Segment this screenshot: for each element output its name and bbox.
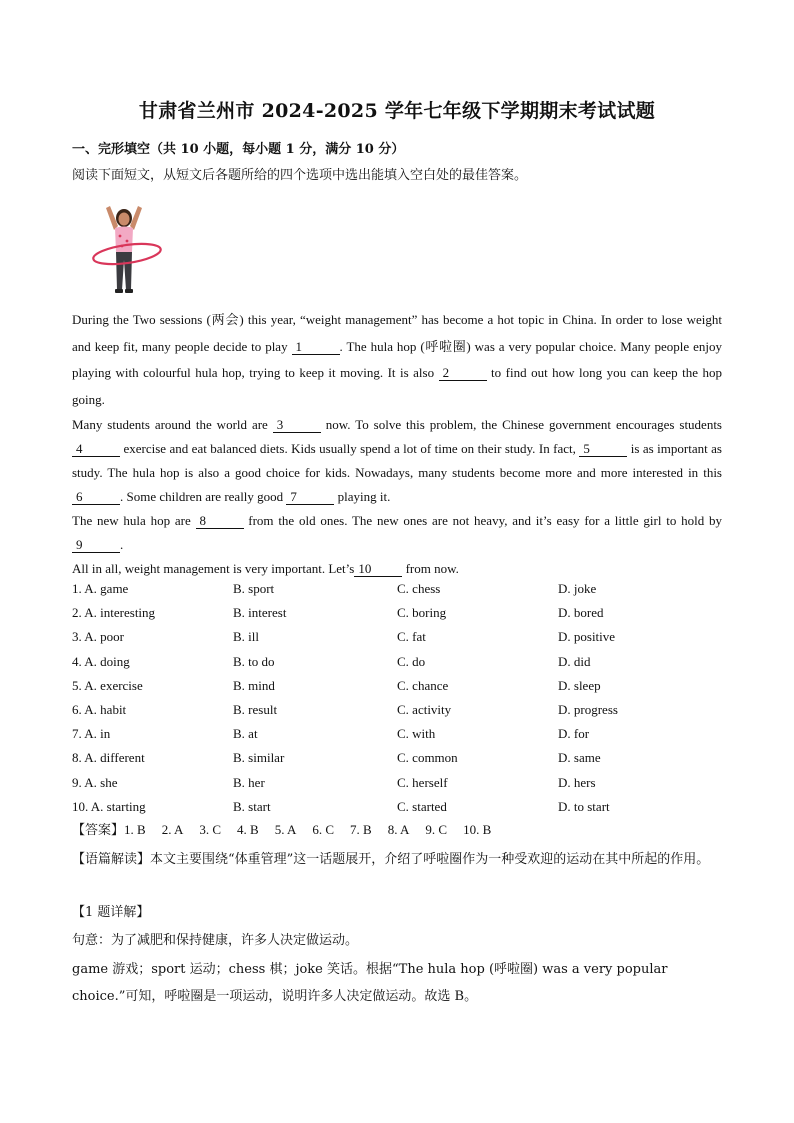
passage-analysis (72, 846, 722, 873)
option-a: 7. A. in (72, 726, 111, 742)
blank-9: 9 (72, 538, 120, 553)
option-d: D. positive (558, 629, 616, 645)
blank-6: 6 (72, 490, 120, 505)
blank-4: 4 (72, 442, 120, 457)
answer-item: 1. B (124, 822, 146, 837)
option-row (72, 795, 722, 819)
blank-3: 3 (273, 418, 321, 433)
option-c: C. started (397, 798, 447, 814)
answer-item: 10. B (463, 822, 492, 837)
option-row (72, 625, 722, 649)
section-instruction: 阅读下面短文，从短文后各题所给的四个选项中选出能填入空白处的最佳答案。 (72, 168, 528, 183)
option-b: B. her (233, 774, 265, 790)
blank-5: 5 (579, 442, 627, 457)
option-d: D. same (558, 750, 601, 766)
option-c: C. with (397, 726, 436, 742)
page-title: 甘肃省兰州市 2024-2025 学年七年级下学期期末考试试题 (138, 100, 656, 122)
option-b: B. result (233, 701, 278, 717)
option-b: B. start (233, 798, 271, 814)
option-d: D. to start (558, 798, 610, 814)
option-c: C. boring (397, 605, 447, 621)
blank-2: 2 (439, 366, 487, 381)
detail-explanation: game 游戏；sport 运动；chess 棋；joke 笑话。根据“The hula hop (呼啦圈) was a very popular choice.”可知，呼啦圈是一项运动，说明许多人决定做运动。故选 B。 (72, 962, 668, 1004)
option-c: C. herself (397, 774, 448, 790)
option-d: D. sleep (558, 677, 601, 693)
option-c: C. activity (397, 701, 452, 717)
option-row (72, 722, 722, 746)
blank-10: 10 (354, 562, 402, 577)
option-row (72, 771, 722, 795)
option-b: B. at (233, 726, 258, 742)
answer-key (72, 819, 507, 838)
option-d: D. joke (558, 581, 597, 596)
analysis-label: 【语篇解读】 (72, 852, 151, 867)
option-a: 3. A. poor (72, 629, 124, 645)
analysis-text: 本文主要围绕“体重管理”这一话题展开，介绍了呼啦圈作为一种受欢迎的运动在其中所起的作用。 (150, 852, 710, 867)
option-b: B. similar (233, 750, 285, 766)
passage-paragraph: The new hula hop are 8 from the old ones. The new ones are not heavy, and it’s easy for a little girl to hold by 9 . (72, 513, 723, 552)
answer-item: 8. A (387, 822, 410, 837)
options-list (72, 577, 722, 819)
option-c: C. common (397, 750, 458, 766)
option-c: C. chance (397, 677, 449, 693)
blank-8: 8 (196, 514, 244, 529)
option-a: 1. A. game (72, 581, 129, 596)
option-d: D. bored (558, 605, 604, 621)
option-d: D. progress (558, 701, 618, 717)
option-a: 5. A. exercise (72, 677, 143, 693)
option-a: 6. A. habit (72, 701, 127, 717)
option-b: B. to do (233, 653, 275, 669)
blank-1: 1 (292, 340, 340, 355)
hula-hoop-girl-illustration (84, 200, 166, 300)
option-b: B. ill (233, 629, 260, 645)
option-b: B. sport (233, 581, 275, 596)
option-c: C. fat (397, 629, 426, 645)
passage-paragraph: During the Two sessions (两会) this year, “weight management” has become a hot topic in China. In order to lose weight and keep fit, many people decide to play 1 . The hula hop (呼啦圈) was a very popular choice. Many people enjoy playing with colourful hula hop, trying to keep it moving. It is also 2 to find out how long you can keep the hop going. (72, 312, 722, 407)
answer-label: 【答案】 (72, 823, 125, 838)
option-b: B. interest (233, 605, 287, 621)
answer-item: 7. B (350, 822, 372, 837)
option-d: D. hers (558, 774, 596, 790)
option-row (72, 698, 722, 722)
option-a: 8. A. different (72, 750, 145, 766)
passage-paragraph: All in all, weight management is very important. Let’s 10 from now. (72, 561, 459, 576)
detail-heading: 【1 题详解】 (72, 905, 150, 920)
passage-paragraph: Many students around the world are 3 now. To solve this problem, the Chinese government encourages students 4 exercise and eat balanced diets. Kids usually spend a lot of time on their study. In fact, 5 is as important as study. The hula hop is also a good choice for kids. Nowadays, many students become more and more interested in this6 . Some children are really good 7 playing it. (72, 417, 722, 504)
detail-sentence: 句意：为了减肥和保持健康，许多人决定做运动。 (72, 933, 359, 948)
answer-item: 4. B (237, 822, 259, 837)
answer-item: 3. C (199, 822, 222, 837)
option-a: 9. A. she (72, 774, 118, 790)
blank-7: 7 (286, 490, 334, 505)
option-d: D. for (558, 726, 590, 742)
option-row (72, 601, 722, 625)
answer-item: 9. C (425, 822, 448, 837)
section-heading: 一、完形填空（共 10 小题，每小题 1 分，满分 10 分） (72, 142, 405, 157)
option-row (72, 746, 722, 770)
answer-item: 6. C (312, 822, 335, 837)
option-row (72, 650, 722, 674)
option-a: 4. A. doing (72, 653, 130, 669)
option-row (72, 674, 722, 698)
answer-item: 2. A (161, 822, 184, 837)
answer-item: 5. A (274, 822, 297, 837)
option-c: C. do (397, 653, 426, 669)
option-row (72, 577, 722, 601)
option-a: 2. A. interesting (72, 605, 156, 621)
cloze-passage (72, 307, 722, 581)
option-c: C. chess (397, 581, 441, 596)
option-d: D. did (558, 653, 591, 669)
option-a: 10. A. starting (72, 798, 146, 814)
option-b: B. mind (233, 677, 275, 693)
